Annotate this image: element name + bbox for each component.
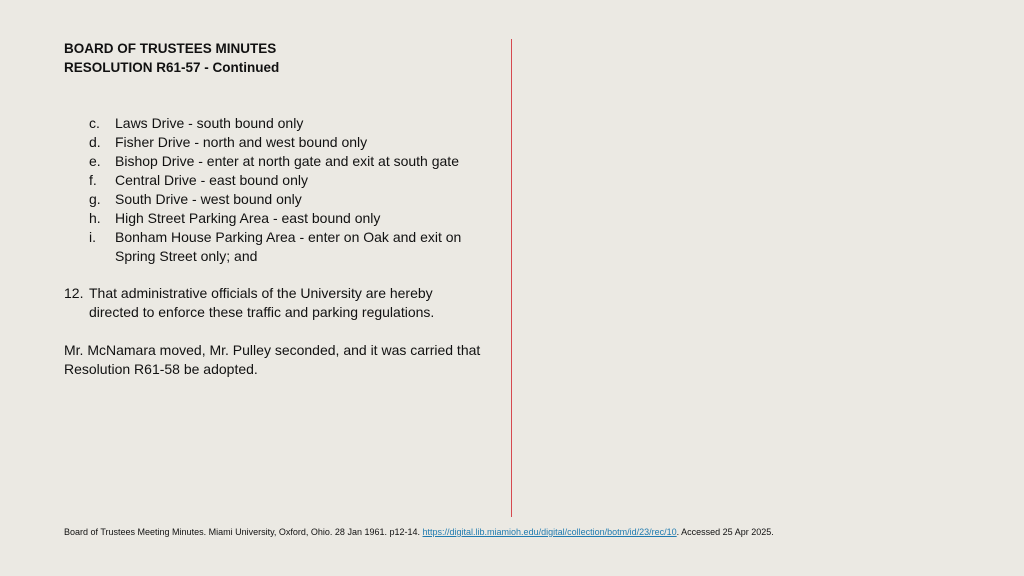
list-item — [89, 114, 499, 133]
list-marker: g. — [89, 191, 101, 207]
motion-paragraph: Mr. McNamara moved, Mr. Pulley seconded, and it was carried that Resolution R61-58 be adopted. — [64, 342, 481, 377]
list-item-text: Laws Drive - south bound only — [115, 115, 304, 131]
page-title: BOARD OF TRUSTEES MINUTES — [64, 41, 277, 56]
item-text: That administrative officials of the University are hereby directed to enforce these traffic and parking regulations. — [89, 285, 435, 320]
citation-suffix: . Accessed 25 Apr 2025. — [676, 527, 774, 537]
page-subtitle: RESOLUTION R61-57 - Continued — [64, 60, 280, 75]
citation-footer — [64, 526, 774, 538]
list-marker: d. — [89, 134, 101, 150]
page-header — [64, 39, 279, 77]
list-item-text: Fisher Drive - north and west bound only — [115, 134, 368, 150]
list-item-text: Central Drive - east bound only — [115, 172, 308, 188]
list-item — [89, 152, 499, 171]
list-marker: c. — [89, 115, 100, 131]
list-item — [89, 190, 499, 209]
list-marker: e. — [89, 153, 101, 169]
citation-link[interactable]: https://digital.lib.miamioh.edu/digital/collection/botm/id/23/rec/10 — [422, 527, 677, 537]
vertical-divider — [511, 39, 512, 517]
list-marker: i. — [89, 229, 96, 245]
list-item — [89, 171, 499, 190]
citation-prefix: Board of Trustees Meeting Minutes. Miami University, Oxford, Ohio. 28 Jan 1961. p12-14. — [64, 527, 423, 537]
list-item — [89, 133, 499, 152]
list-item-text: South Drive - west bound only — [115, 191, 302, 207]
list-item-text: Bonham House Parking Area - enter on Oak and exit on Spring Street only; and — [115, 229, 462, 264]
list-item — [89, 228, 485, 266]
numbered-item-12 — [64, 284, 484, 322]
list-marker: f. — [89, 172, 97, 188]
list-item-text: Bishop Drive - enter at north gate and exit at south gate — [115, 153, 459, 169]
list-item-text: High Street Parking Area - east bound only — [115, 210, 381, 226]
list-item — [89, 209, 499, 228]
route-list — [89, 114, 499, 266]
item-number: 12. — [64, 285, 84, 301]
list-marker: h. — [89, 210, 101, 226]
